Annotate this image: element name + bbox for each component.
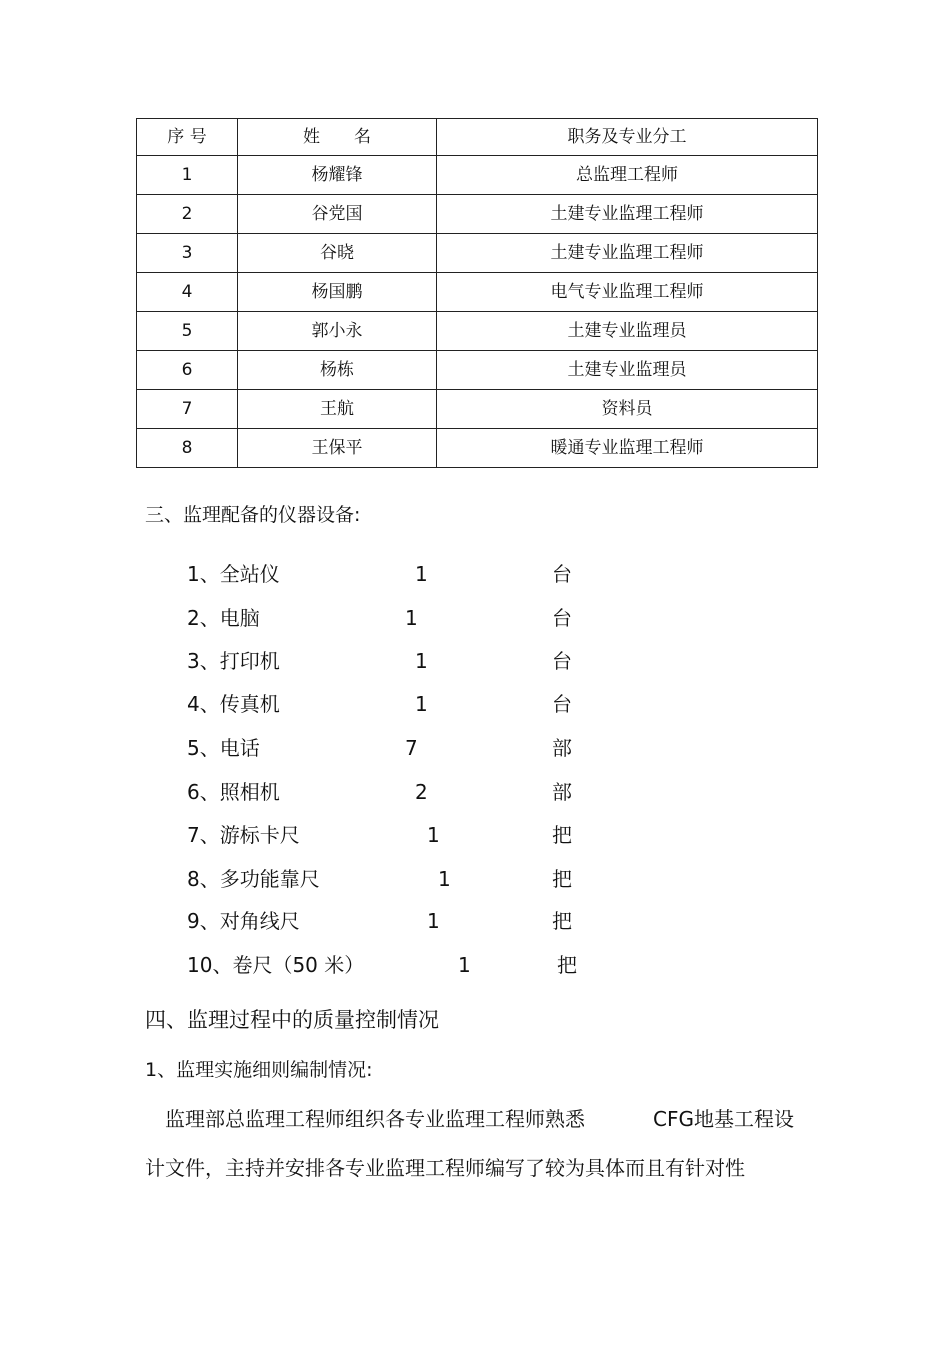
equipment-qty: 1: [415, 649, 428, 673]
equipment-qty: 1: [415, 692, 428, 716]
cell-seq: 2: [137, 195, 238, 234]
equipment-qty: 7: [405, 736, 418, 760]
cell-role: 土建专业监理员: [437, 312, 818, 351]
equipment-unit: 部: [552, 736, 572, 760]
equipment-qty: 1: [427, 909, 440, 933]
equipment-item: [187, 864, 607, 894]
table-row: [137, 351, 818, 390]
cell-role: 土建专业监理工程师: [437, 195, 818, 234]
equipment-item: [187, 820, 607, 850]
equipment-name: 6、照相机: [187, 780, 280, 804]
equipment-name: 10、卷尺（50 米）: [187, 953, 365, 977]
cell-role: 资料员: [437, 390, 818, 429]
cell-seq: 1: [137, 156, 238, 195]
equipment-name: 2、电脑: [187, 606, 260, 630]
cell-seq: 7: [137, 390, 238, 429]
cell-name: 杨国鹏: [238, 273, 437, 312]
table-row: [137, 273, 818, 312]
equipment-unit: 把: [552, 867, 572, 891]
section-4-subheading: 1、监理实施细则编制情况:: [145, 1059, 373, 1081]
cell-role: 土建专业监理工程师: [437, 234, 818, 273]
equipment-qty: 2: [415, 780, 428, 804]
equipment-name: 5、电话: [187, 736, 260, 760]
section-4-heading: 四、监理过程中的质量控制情况: [145, 1008, 439, 1032]
cell-seq: 4: [137, 273, 238, 312]
equipment-unit: 台: [552, 649, 572, 673]
equipment-name: 3、打印机: [187, 649, 280, 673]
cell-name: 王保平: [238, 429, 437, 468]
equipment-item: [187, 777, 607, 807]
equipment-qty: 1: [427, 823, 440, 847]
cell-seq: 6: [137, 351, 238, 390]
header-seq: 序 号: [137, 119, 238, 156]
cell-name: 王航: [238, 390, 437, 429]
equipment-item: [187, 733, 607, 763]
equipment-qty: 1: [415, 562, 428, 586]
cell-role: 电气专业监理工程师: [437, 273, 818, 312]
table-row: [137, 390, 818, 429]
section-3-heading: 三、监理配备的仪器设备:: [145, 504, 361, 526]
cell-seq: 8: [137, 429, 238, 468]
paragraph-text: CFG地基工程设: [653, 1107, 794, 1131]
staff-table: [136, 118, 818, 468]
equipment-unit: 部: [552, 780, 572, 804]
equipment-qty: 1: [438, 867, 451, 891]
table-row: [137, 156, 818, 195]
equipment-item: [187, 950, 607, 980]
equipment-unit: 把: [552, 823, 572, 847]
equipment-name: 9、对角线尺: [187, 909, 300, 933]
cell-name: 谷党国: [238, 195, 437, 234]
equipment-unit: 把: [557, 953, 577, 977]
table-row: [137, 312, 818, 351]
equipment-name: 7、游标卡尺: [187, 823, 300, 847]
table-header-row: [137, 119, 818, 156]
table-row: [137, 195, 818, 234]
cell-name: 郭小永: [238, 312, 437, 351]
table-row: [137, 429, 818, 468]
header-role: 职务及专业分工: [437, 119, 818, 156]
equipment-unit: 台: [552, 606, 572, 630]
table-row: [137, 234, 818, 273]
header-name: 姓 名: [238, 119, 437, 156]
equipment-qty: 1: [458, 953, 471, 977]
equipment-item: [187, 906, 607, 936]
equipment-name: 4、传真机: [187, 692, 280, 716]
equipment-item: [187, 646, 607, 676]
equipment-qty: 1: [405, 606, 418, 630]
equipment-item: [187, 689, 607, 719]
cell-role: 总监理工程师: [437, 156, 818, 195]
equipment-unit: 把: [552, 909, 572, 933]
cell-name: 杨栋: [238, 351, 437, 390]
paragraph-line: [145, 1104, 825, 1134]
cell-seq: 3: [137, 234, 238, 273]
equipment-item: [187, 559, 607, 589]
equipment-unit: 台: [552, 692, 572, 716]
cell-role: 暖通专业监理工程师: [437, 429, 818, 468]
paragraph-text: 监理部总监理工程师组织各专业监理工程师熟悉: [145, 1107, 585, 1131]
equipment-item: [187, 603, 607, 633]
cell-seq: 5: [137, 312, 238, 351]
cell-name: 杨耀锋: [238, 156, 437, 195]
paragraph-line: 计文件，主持并安排各专业监理工程师编写了较为具体而且有针对性: [145, 1156, 745, 1180]
cell-name: 谷晓: [238, 234, 437, 273]
equipment-name: 8、多功能靠尺: [187, 867, 320, 891]
equipment-unit: 台: [552, 562, 572, 586]
cell-role: 土建专业监理员: [437, 351, 818, 390]
equipment-name: 1、全站仪: [187, 562, 280, 586]
